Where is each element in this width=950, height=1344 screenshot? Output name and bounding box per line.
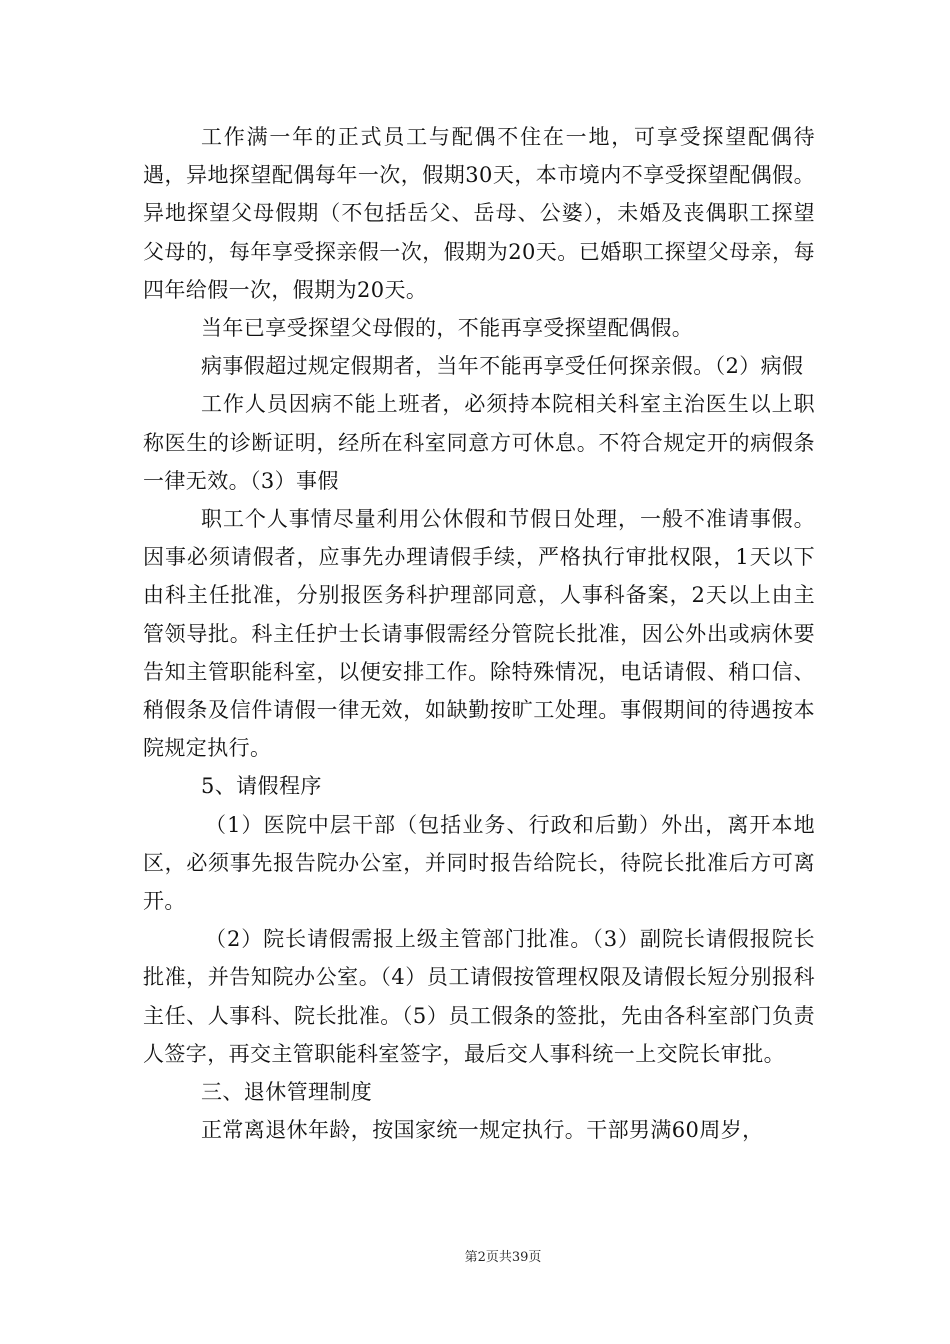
paragraph-procedure-2-5: （2）院长请假需报上级主管部门批准。（3）副院长请假报院长批准，并告知院办公室。（4）员工请假按管理权限及请假长短分别报科主任、人事科、院长批准。（5）员工假条的签批，先由各科室部门负责人签字，再交主管职能科室签字，最后交人事科统一上交院长审批。	[143, 927, 815, 1066]
paragraph-procedure-1: （1）医院中层干部（包括业务、行政和后勤）外出，离开本地区，必须事先报告院办公室，并同时报告给院长，待院长批准后方可离开。	[143, 812, 815, 914]
section-heading-leave-procedure: 5、请假程序	[201, 774, 322, 799]
page-number: 第2页共39页	[464, 1250, 542, 1265]
paragraph-personal-leave: 职工个人事情尽量利用公休假和节假日处理，一般不准请事假。因事必须请假者，应事先办理请假手续，严格执行审批权限，1天以下由科主任批准，分别报医务科护理部同意，人事科备案，2天以上由主管领导批。科主任护士长请事假需经分管院长批准，因公外出或病休要告知主管职能科室，以便安排工作。除特殊情况，电话请假、稍口信、稍假条及信件请假一律无效，如缺勤按旷工处理。事假期间的待遇按本院规定执行。	[143, 507, 815, 761]
paragraph-retirement-age: 正常离退休年龄，按国家统一规定执行。干部男满60周岁，	[201, 1118, 764, 1143]
document-body	[143, 118, 815, 1149]
paragraph-sick-leave-heading: 病事假超过规定假期者，当年不能再享受任何探亲假。（2）病假	[201, 354, 804, 379]
paragraph-spouse-visit: 工作满一年的正式员工与配偶不住在一地，可享受探望配偶待遇，异地探望配偶每年一次，假期30天，本市境内不享受探望配偶假。异地探望父母假期（不包括岳父、岳母、公婆），未婚及丧偶职工探望父母的，每年享受探亲假一次，假期为20天。已婚职工探望父母亲，每四年给假一次，假期为20天。	[143, 125, 815, 302]
section-heading-retirement: 三、退休管理制度	[201, 1080, 373, 1105]
paragraph-sick-leave: 工作人员因病不能上班者，必须持本院相关科室主治医生以上职称医生的诊断证明，经所在科室同意方可休息。不符合规定开的病假条一律无效。（3）事假	[143, 392, 815, 493]
paragraph-visit-restriction: 当年已享受探望父母假的，不能再享受探望配偶假。	[201, 316, 694, 341]
page-footer	[0, 1246, 950, 1265]
